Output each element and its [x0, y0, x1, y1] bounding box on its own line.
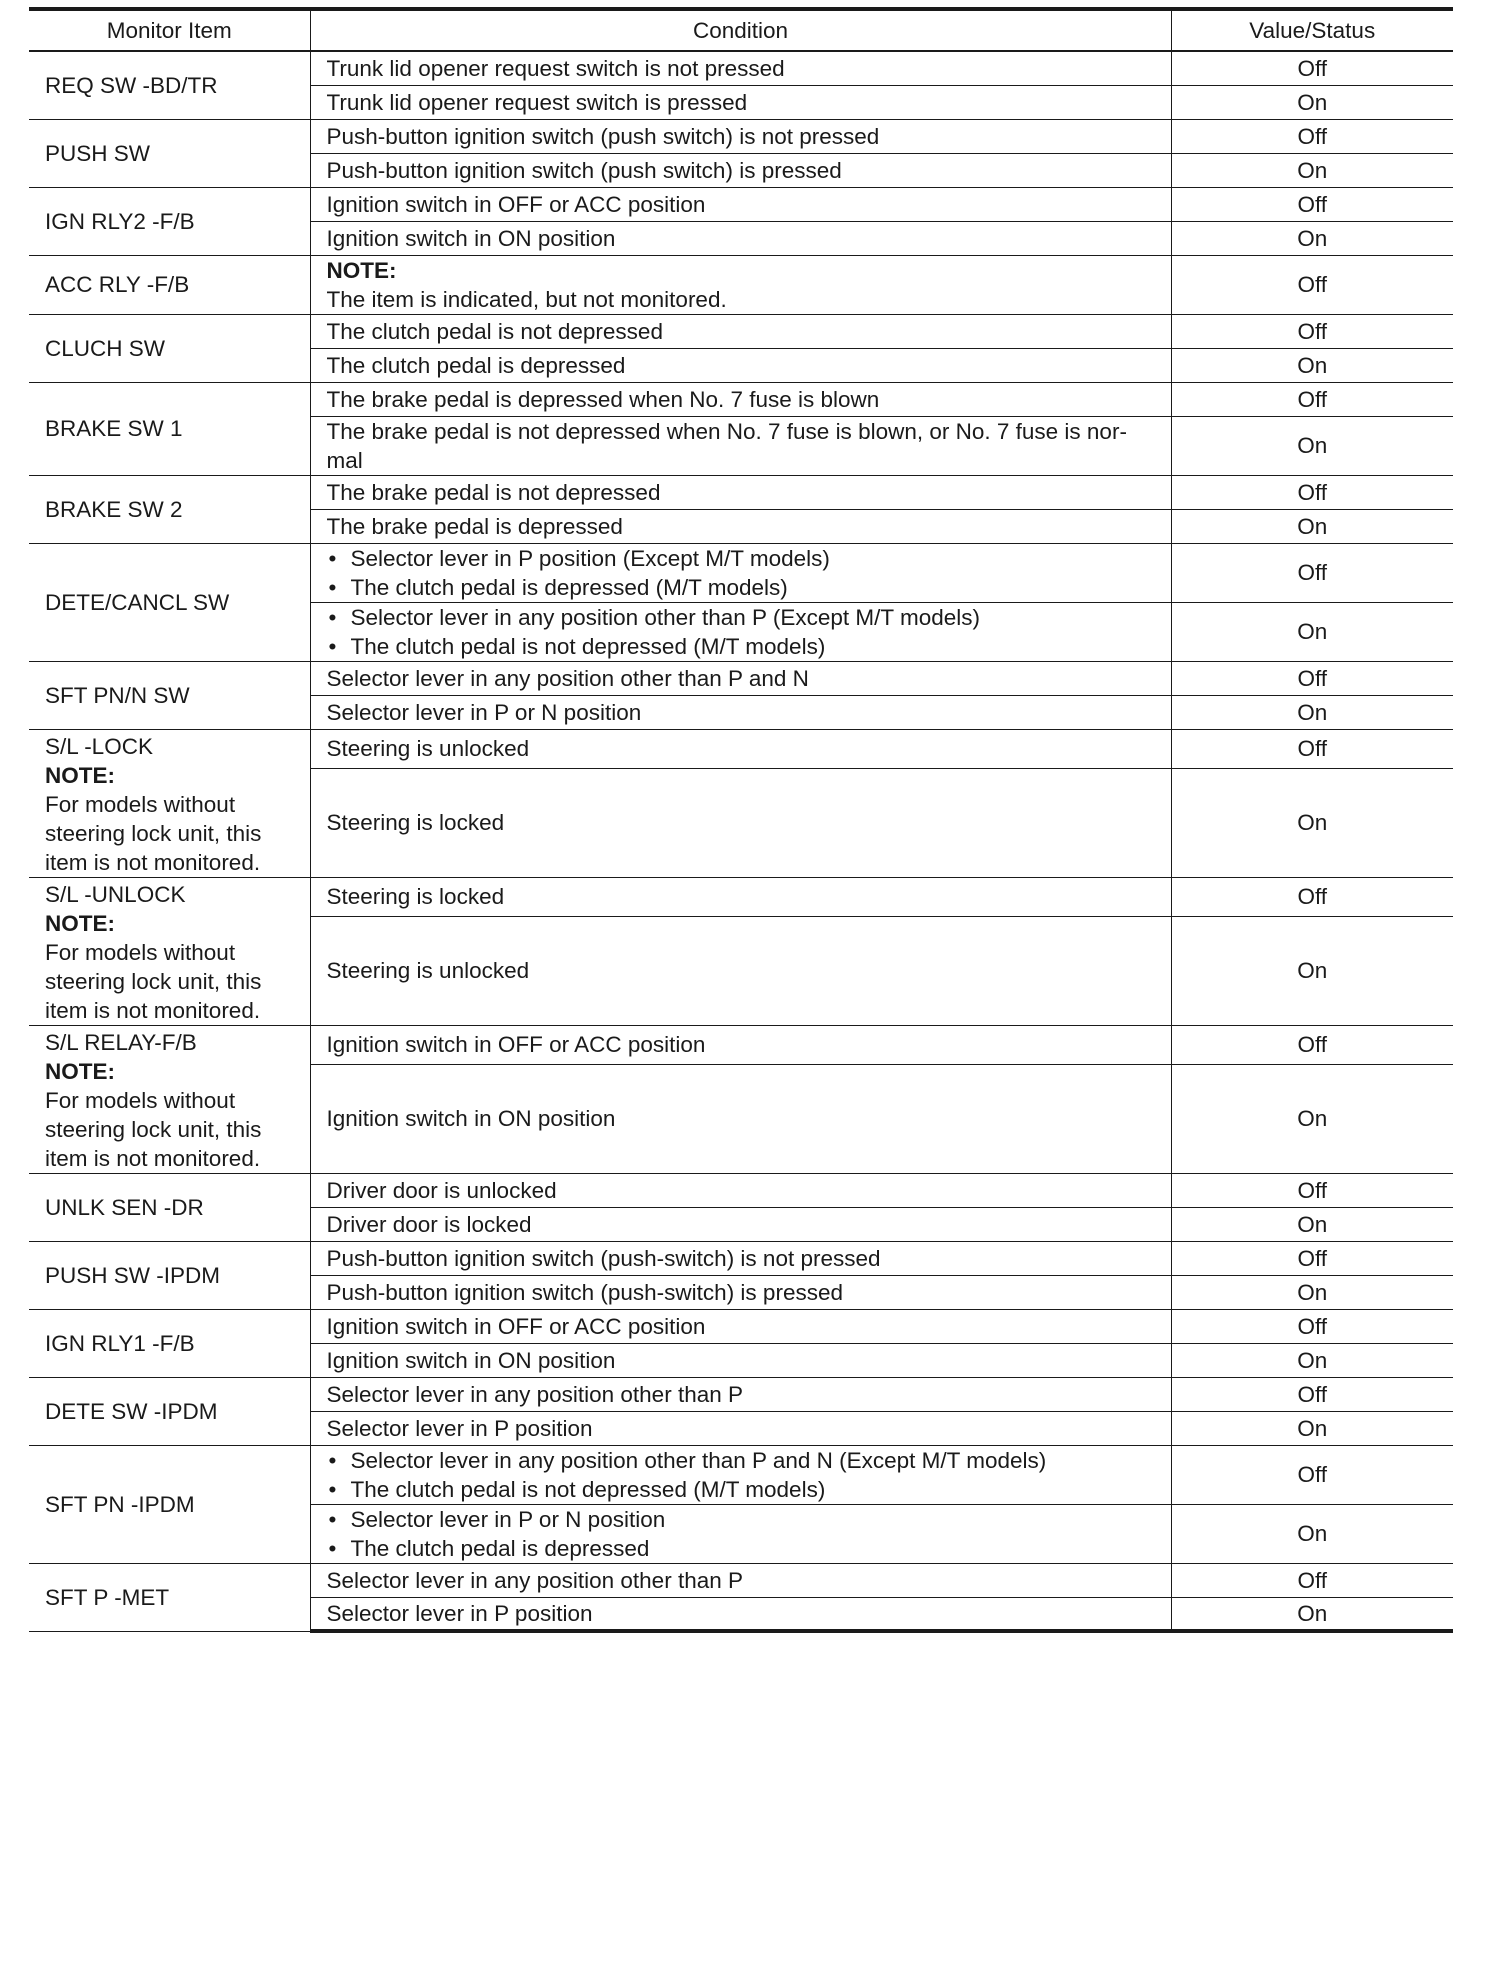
monitor-item-cell [29, 543, 310, 661]
condition-cell [310, 661, 1171, 695]
condition-text: The brake pedal is depressed [326, 513, 623, 539]
condition-text: Push-button ignition switch (push-switch) is pressed [326, 1279, 843, 1305]
value-status-cell: Off [1171, 1241, 1453, 1275]
value-status-cell: Off [1171, 119, 1453, 153]
value-status-cell: On [1171, 602, 1453, 661]
monitor-item-cell [29, 187, 310, 255]
monitor-item-name: BRAKE SW 1 [45, 416, 183, 441]
table-row [29, 661, 1453, 695]
condition-cell [310, 1173, 1171, 1207]
value-status-cell: Off [1171, 187, 1453, 221]
condition-cell [310, 1377, 1171, 1411]
monitor-item-cell [29, 51, 310, 119]
table-body [29, 51, 1453, 1631]
condition-text: Push-button ignition switch (push switch) is not pressed [326, 123, 880, 149]
value-status-cell: On [1171, 509, 1453, 543]
table-row [29, 382, 1453, 416]
note-text: For models without steering lock unit, this item is not monitored. [45, 791, 262, 875]
monitor-item-name: SFT PN/N SW [45, 682, 190, 708]
value-status-cell: Off [1171, 382, 1453, 416]
condition-cell [310, 1445, 1171, 1504]
monitor-item-name: IGN RLY2 -F/B [45, 208, 195, 234]
value-status-cell: On [1171, 416, 1453, 475]
condition-bullet-list [327, 603, 1163, 661]
monitor-item-cell [29, 1241, 310, 1309]
condition-bullet-list [327, 1446, 1163, 1504]
value-status-cell: Off [1171, 1173, 1453, 1207]
table-row [29, 1445, 1453, 1504]
condition-text: Ignition switch in ON position [326, 1347, 616, 1373]
monitor-item-name: ACC RLY -F/B [45, 272, 190, 297]
condition-cell [310, 695, 1171, 729]
condition-text: Selector lever in P position [326, 1415, 593, 1441]
header-monitor-item: Monitor Item [29, 9, 310, 51]
monitor-item-name: REQ SW -BD/TR [45, 72, 218, 98]
condition-text: Selector lever in any position other than P [326, 1567, 743, 1593]
condition-text: Ignition switch in ON position [326, 225, 616, 251]
header-row [29, 9, 1453, 51]
monitor-table-document [29, 7, 1453, 1633]
condition-text: Steering is locked [326, 884, 505, 910]
monitor-item-name: S/L -LOCK [45, 733, 153, 759]
note-label: NOTE: [45, 762, 115, 788]
monitor-item-cell [29, 119, 310, 187]
monitor-item-cell [29, 661, 310, 729]
table-row [29, 1025, 1453, 1065]
condition-cell [310, 85, 1171, 119]
condition-cell [310, 1309, 1171, 1343]
condition-cell [310, 382, 1171, 416]
condition-cell [310, 1241, 1171, 1275]
monitor-item-name: BRAKE SW 2 [45, 496, 183, 522]
value-status-cell: On [1171, 1275, 1453, 1309]
value-status-cell: On [1171, 769, 1453, 877]
monitor-item-name: CLUCH SW [45, 335, 166, 361]
condition-cell [310, 1563, 1171, 1597]
table-row [29, 475, 1453, 509]
condition-bullet-list [327, 1505, 1163, 1563]
note-label: NOTE: [45, 1058, 115, 1084]
condition-text: The item is indicated, but not monitored. [326, 286, 727, 312]
condition-bullet-item: • The clutch pedal is not depressed (M/T models) [327, 1475, 1163, 1504]
value-status-cell: Off [1171, 729, 1453, 769]
condition-text: Steering is locked [326, 810, 505, 836]
table-row [29, 1377, 1453, 1411]
condition-text: Selector lever in P position [326, 1600, 593, 1626]
condition-cell [310, 1065, 1171, 1173]
header-condition: Condition [310, 9, 1171, 51]
monitor-item-name: DETE SW -IPDM [45, 1398, 218, 1424]
condition-text: The brake pedal is not depressed [326, 479, 661, 505]
condition-cell [310, 187, 1171, 221]
monitor-item-table [29, 7, 1453, 1633]
table-row [29, 543, 1453, 602]
condition-cell [310, 769, 1171, 877]
note-text: For models without steering lock unit, this item is not monitored. [45, 939, 262, 1023]
monitor-item-name: SFT PN -IPDM [45, 1491, 195, 1517]
table-row [29, 729, 1453, 769]
monitor-item-cell [29, 1377, 310, 1445]
value-status-cell: Off [1171, 51, 1453, 85]
condition-text: Steering is unlocked [326, 736, 530, 762]
condition-cell [310, 729, 1171, 769]
condition-cell [310, 1411, 1171, 1445]
condition-text: Ignition switch in OFF or ACC position [326, 1032, 706, 1058]
value-status-cell: On [1171, 1065, 1453, 1173]
value-status-cell: Off [1171, 255, 1453, 314]
table-row [29, 119, 1453, 153]
monitor-item-name: DETE/CANCL SW [45, 589, 230, 615]
value-status-cell: On [1171, 695, 1453, 729]
monitor-item-cell [29, 382, 310, 475]
condition-text: The clutch pedal is not depressed [326, 318, 663, 344]
value-status-cell: Off [1171, 1563, 1453, 1597]
condition-text: The brake pedal is depressed when No. 7 fuse is blown [326, 386, 880, 412]
value-status-cell: Off [1171, 877, 1453, 917]
monitor-item-cell [29, 729, 310, 877]
value-status-cell: Off [1171, 1025, 1453, 1065]
monitor-item-name: IGN RLY1 -F/B [45, 1330, 195, 1356]
value-status-cell: Off [1171, 543, 1453, 602]
value-status-cell: On [1171, 1597, 1453, 1631]
monitor-item-cell [29, 1309, 310, 1377]
note-label: NOTE: [45, 910, 115, 936]
condition-cell [310, 1504, 1171, 1563]
condition-text: Selector lever in P or N position [326, 699, 642, 725]
value-status-cell: Off [1171, 661, 1453, 695]
condition-cell [310, 1207, 1171, 1241]
condition-cell [310, 255, 1171, 314]
condition-cell [310, 348, 1171, 382]
condition-text: Steering is unlocked [326, 958, 530, 984]
condition-text: Selector lever in any position other than P [326, 1381, 743, 1407]
condition-cell [310, 416, 1171, 475]
condition-text: Ignition switch in OFF or ACC position [326, 1313, 706, 1339]
monitor-item-cell [29, 1445, 310, 1563]
monitor-item-name: PUSH SW -IPDM [45, 1262, 221, 1288]
condition-text: Ignition switch in ON position [326, 1106, 616, 1132]
table-row [29, 1563, 1453, 1597]
monitor-item-cell [29, 1563, 310, 1631]
condition-cell [310, 509, 1171, 543]
condition-bullet-item: • The clutch pedal is depressed (M/T models) [327, 573, 1163, 602]
condition-bullet-item: • The clutch pedal is depressed [327, 1534, 1163, 1563]
table-row [29, 1241, 1453, 1275]
condition-text: The clutch pedal is depressed [326, 352, 626, 378]
value-status-cell: On [1171, 348, 1453, 382]
monitor-item-cell [29, 1025, 310, 1173]
condition-bullet-item: • The clutch pedal is not depressed (M/T models) [327, 632, 1163, 661]
condition-bullet-item: • Selector lever in P position (Except M/T models) [327, 544, 1163, 573]
monitor-item-cell [29, 877, 310, 1025]
value-status-cell: On [1171, 85, 1453, 119]
condition-bullet-item: • Selector lever in any position other than P (Except M/T models) [327, 603, 1163, 632]
condition-text: Push-button ignition switch (push switch) is pressed [326, 157, 842, 183]
header-value-status: Value/Status [1171, 9, 1453, 51]
table-row [29, 255, 1453, 314]
monitor-item-name: S/L RELAY-F/B [45, 1029, 197, 1055]
table-row [29, 1309, 1453, 1343]
condition-cell [310, 475, 1171, 509]
condition-bullet-item: • Selector lever in P or N position [327, 1505, 1163, 1534]
value-status-cell: On [1171, 221, 1453, 255]
value-status-cell: On [1171, 917, 1453, 1025]
table-row [29, 1173, 1453, 1207]
monitor-item-name: UNLK SEN -DR [45, 1194, 204, 1220]
table-row [29, 314, 1453, 348]
condition-cell [310, 543, 1171, 602]
condition-cell [310, 1343, 1171, 1377]
condition-cell [310, 119, 1171, 153]
monitor-item-cell [29, 475, 310, 543]
condition-bullet-item: • Selector lever in any position other than P and N (Except M/T models) [327, 1446, 1163, 1475]
condition-text: The brake pedal is not depressed when No. 7 fuse is blown, or No. 7 fuse is nor-mal [326, 418, 1127, 473]
table-row [29, 51, 1453, 85]
table-row [29, 877, 1453, 917]
condition-cell [310, 1275, 1171, 1309]
note-label: NOTE: [326, 257, 397, 283]
condition-cell [310, 877, 1171, 917]
monitor-item-cell [29, 1173, 310, 1241]
condition-cell [310, 917, 1171, 1025]
monitor-item-name: SFT P -MET [45, 1584, 170, 1610]
value-status-cell: On [1171, 1504, 1453, 1563]
value-status-cell: Off [1171, 314, 1453, 348]
condition-text: Push-button ignition switch (push-switch) is not pressed [326, 1245, 881, 1271]
condition-text: Driver door is unlocked [326, 1177, 557, 1203]
condition-text: Trunk lid opener request switch is not pressed [326, 55, 785, 81]
monitor-item-cell [29, 314, 310, 382]
table-row [29, 187, 1453, 221]
condition-cell [310, 602, 1171, 661]
condition-cell [310, 314, 1171, 348]
condition-text: Selector lever in any position other than P and N [326, 665, 809, 691]
monitor-item-name: S/L -UNLOCK [45, 881, 186, 907]
condition-bullet-list [327, 544, 1163, 602]
condition-cell [310, 153, 1171, 187]
condition-cell [310, 221, 1171, 255]
condition-cell [310, 51, 1171, 85]
condition-cell [310, 1025, 1171, 1065]
monitor-item-name: PUSH SW [45, 140, 151, 166]
value-status-cell: Off [1171, 1309, 1453, 1343]
value-status-cell: Off [1171, 1445, 1453, 1504]
value-status-cell: Off [1171, 475, 1453, 509]
monitor-item-cell [29, 255, 310, 314]
value-status-cell: On [1171, 1207, 1453, 1241]
value-status-cell: Off [1171, 1377, 1453, 1411]
note-text: For models without steering lock unit, this item is not monitored. [45, 1087, 262, 1171]
condition-text: Trunk lid opener request switch is pressed [326, 89, 748, 115]
value-status-cell: On [1171, 1343, 1453, 1377]
value-status-cell: On [1171, 153, 1453, 187]
condition-text: Ignition switch in OFF or ACC position [326, 191, 706, 217]
condition-text: Driver door is locked [326, 1211, 532, 1237]
condition-cell [310, 1597, 1171, 1631]
value-status-cell: On [1171, 1411, 1453, 1445]
